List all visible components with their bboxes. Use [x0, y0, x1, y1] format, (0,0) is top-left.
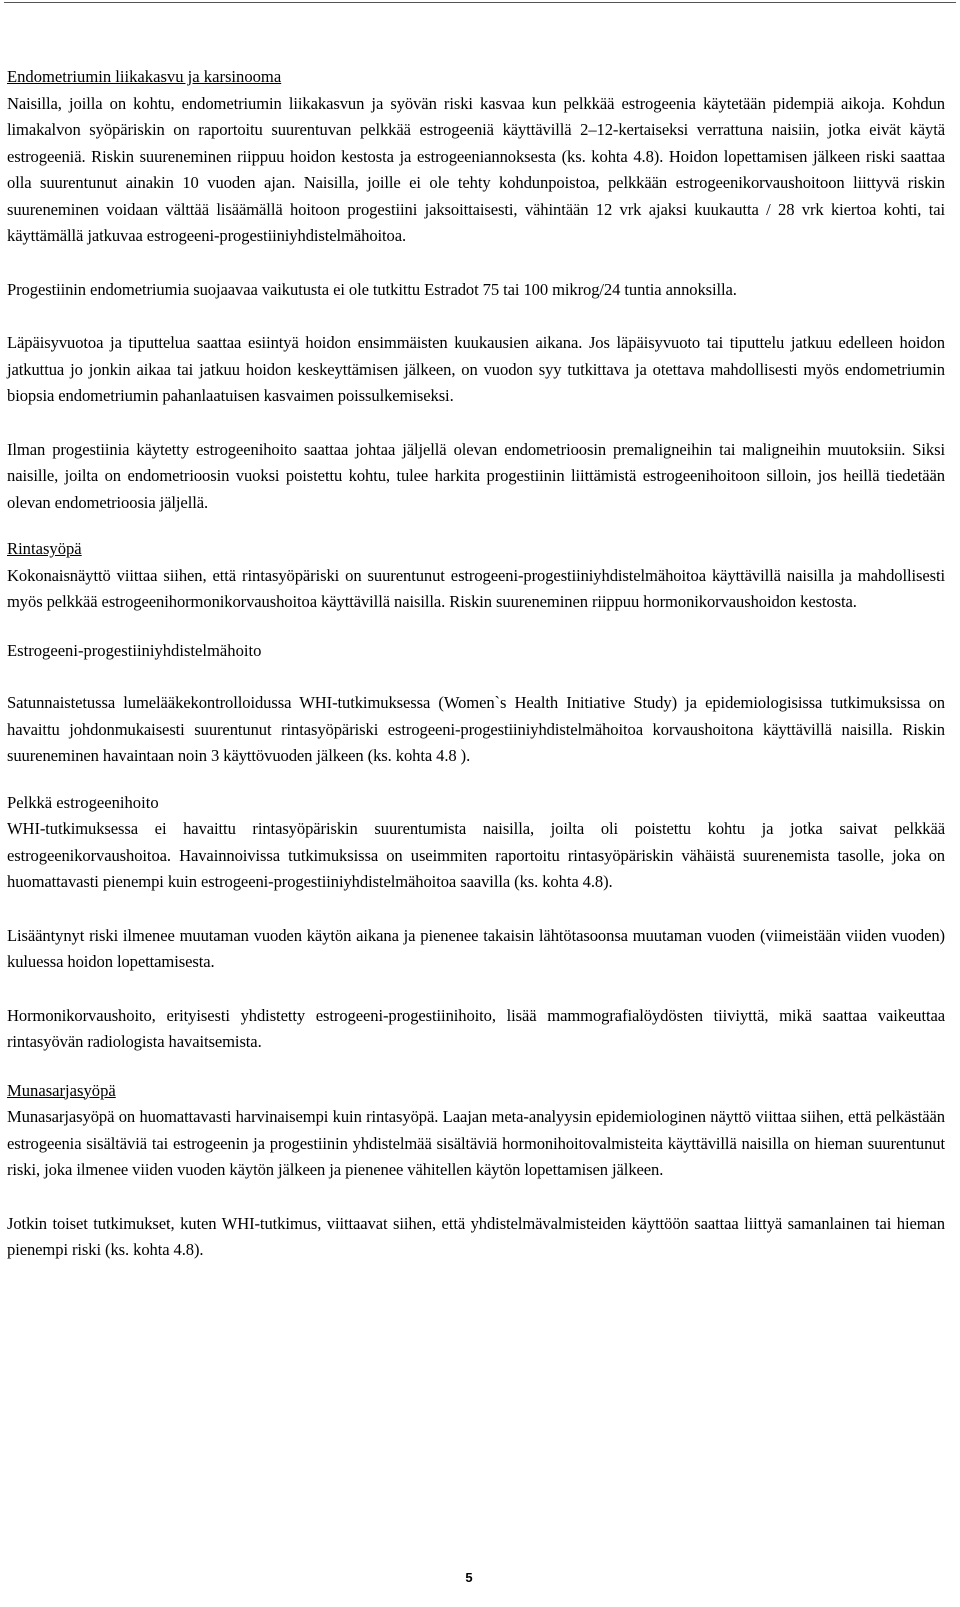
paragraph-endometrium-4: Ilman progestiinia käytetty estrogeenihoito saattaa johtaa jäljellä olevan endometrioosin premaligneihin tai maligneihin muutoksiin. Siksi naisille, joilta on endometrioosin vuoksi poistettu kohtu, tulee harkita progestiinin liittämistä estrogeenihoitoon silloin, jos heillä tiedetään olevan endometrioosia jäljellä. — [7, 439, 945, 512]
top-border-line — [4, 2, 956, 3]
paragraph-ovarian-2: Jotkin toiset tutkimukset, kuten WHI-tutkimus, viittaavat siihen, että yhdistelmävalmisteiden käyttöön saattaa liittyä samanlainen tai hieman pienempi riski (ks. kohta 4.8). — [7, 1213, 945, 1259]
section-heading-breast-cancer: Rintasyöpä — [7, 539, 82, 558]
paragraph-estrogen-only-1: WHI-tutkimuksessa ei havaittu rintasyöpäriskin suurentumista naisilla, joilta oli poistettu kohtu ja jotka saivat pelkkää estrogeenikorvaushoitoa. Havainnoivissa tutkimuksissa on useimmiten raportoitu rintasyöpäriskin vähäistä suurenemista tasolle, joka on huomattavasti pienempi kuin estrogeeni-progestiiniyhdistelmähoitoa saavilla (ks. kohta 4.8). — [7, 819, 945, 891]
paragraph-ovarian-1: Munasarjasyöpä on huomattavasti harvinaisempi kuin rintasyöpä. Laajan meta-analyysin epidemiologinen näyttö viittaa siihen, että pelkästään estrogeenia sisältäviä tai estrogeenin ja progestiinin yhdistelmää sisältäviä hormonihoitovalmisteita käyttävillä naisilla on hieman suurentunut riski, joka ilmenee viiden vuoden käytön jälkeen ja pienenee vähitellen käytön lopettamisen jälkeen. — [7, 1107, 945, 1179]
section-heading-ovarian-cancer: Munasarjasyöpä — [7, 1080, 116, 1100]
section-heading-endometrium: Endometriumin liikakasvu ja karsinooma — [7, 67, 282, 86]
subheading-estrogen-only: Pelkkä estrogeenihoito — [7, 792, 159, 812]
page-content — [7, 64, 945, 1264]
paragraph-endometrium-1: Naisilla, joilla on kohtu, endometriumin liikakasvun ja syövän riski kasvaa kun pelkkää estrogeenia käytetään pidempiä aikoja. Kohdun limakalvon syöpäriskin on raportoitu suurentuvan pelkkää estrogeeniä käyttävillä 2–12-kertaiseksi verrattuna naisiin, jotka eivät käytä estrogeeniä. Riskin suureneminen riippuu hoidon kestosta ja estrogeeniannoksesta (ks. kohta 4.8). Hoidon lopettamisen jälkeen riski saattaa olla suurentunut ainakin 10 vuoden ajan. Naisilla, joille ei ole tehty kohdunpoistoa, pelkkään estrogeenikorvaushoitoon liittyvä riskin suureneminen voidaan välttää lisäämällä hoitoon progestiini jaksoittaisesti, vähintään 12 vrk ajaksi kuukautta / 28 vrk kiertoa kohti, tai käyttämällä jatkuvaa estrogeeni-progestiiniyhdistelmähoitoa. — [7, 93, 945, 245]
paragraph-breast-cancer-1: Kokonaisnäyttö viittaa siihen, että rintasyöpäriski on suurentunut estrogeeni-progestiiniyhdistelmähoitoa käyttävillä naisilla ja mahdollisesti myös pelkkää estrogeenihormonikorvaushoitoa käyttävillä naisilla. Riskin suureneminen riippuu hormonikorvaushoidon kestosta. — [7, 565, 945, 611]
paragraph-combination-1: Satunnaistetussa lumelääkekontrolloidussa WHI-tutkimuksessa (Women`s Health Initiative Study) ja epidemiologisissa tutkimuksissa on havaittu johdonmukaisesti suurentunut rintasyöpäriski estrogeeni-progestiiniyhdistelmähoitoa korvaushoitona käyttävillä naisilla. Riskin suureneminen havaintaan noin 3 käyttövuoden jälkeen (ks. kohta 4.8 ). — [7, 693, 945, 765]
paragraph-estrogen-only-3: Hormonikorvaushoito, erityisesti yhdistetty estrogeeni-progestiinihoito, lisää mammografialöydösten tiiviyttä, mikä saattaa vaikeuttaa rintasyövän radiologista havaitsemista. — [7, 1005, 945, 1051]
paragraph-endometrium-3: Läpäisyvuotoa ja tiputtelua saattaa esiintyä hoidon ensimmäisten kuukausien aikana. Jos läpäisyvuoto tai tiputtelu jatkuu edelleen hoidon jatkuttua jo jonkin aikaa tai jatkuu hoidon keskeyttämisen jälkeen, on vuodon syy tutkittava ja otettava mahdollisesti myös endometriumin biopsia endometriumin pahanlaatuisen kasvaimen poissulkemiseksi. — [7, 333, 945, 405]
subheading-combination-therapy: Estrogeeni-progestiiniyhdistelmähoito — [7, 640, 262, 660]
paragraph-endometrium-2: Progestiinin endometriumia suojaavaa vaikutusta ei ole tutkittu Estradot 75 tai 100 mikrog/24 tuntia annoksilla. — [7, 279, 737, 299]
page-number: 5 — [465, 1570, 473, 1585]
paragraph-estrogen-only-2: Lisääntynyt riski ilmenee muutaman vuoden käytön aikana ja pienenee takaisin lähtötasoonsa muutaman vuoden (viimeistään viiden vuoden) kuluessa hoidon lopettamisesta. — [7, 925, 945, 971]
